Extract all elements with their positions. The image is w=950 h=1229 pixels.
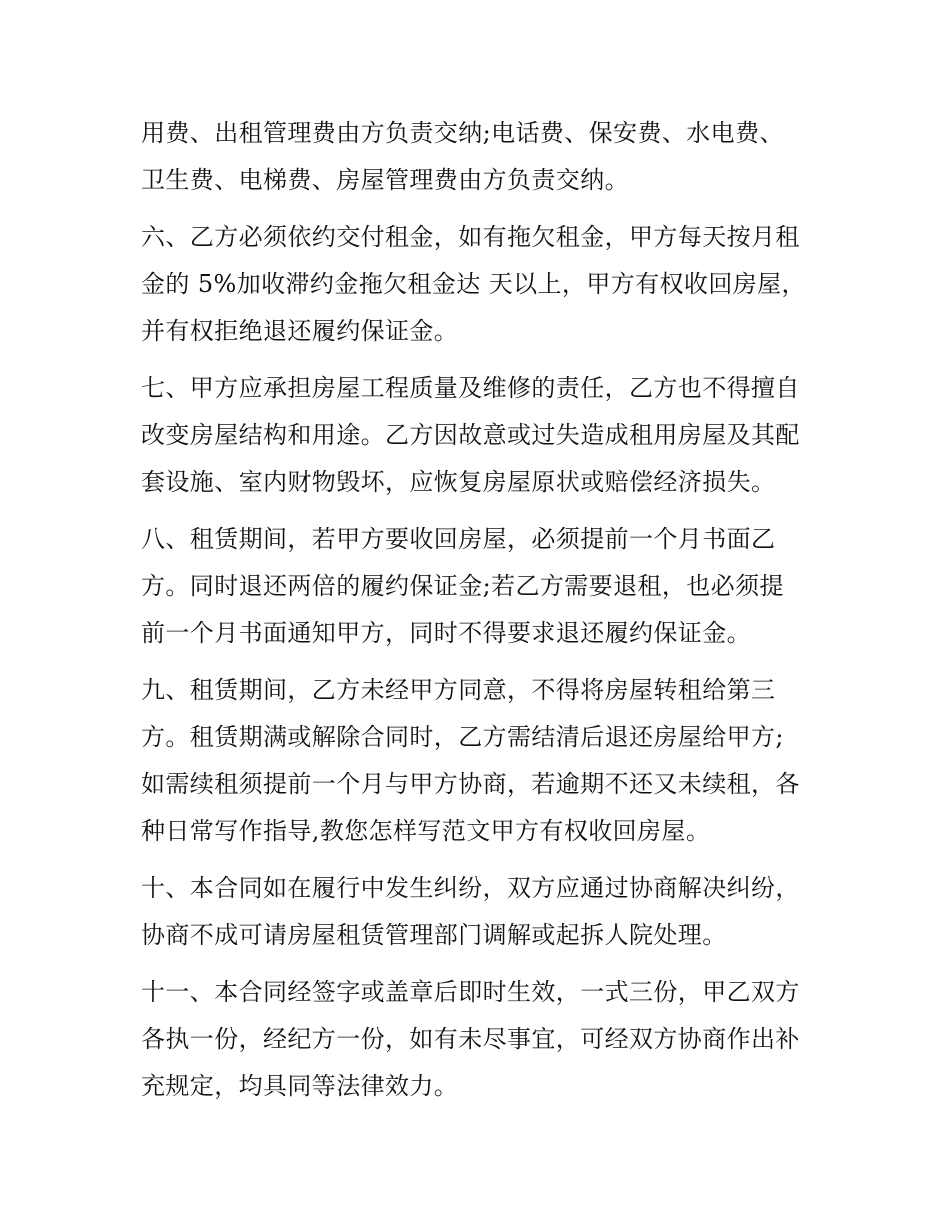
text-line: 方。同时退还两倍的履约保证金;若乙方需要退租，也必须提 [141,572,784,600]
paragraph-clause-7 [141,365,821,506]
paragraph-clause-10 [141,865,821,959]
paragraph-clause-9 [141,667,821,855]
text-line: 改变房屋结构和用途。乙方因故意或过失造成租用房屋及其配 [141,421,800,449]
paragraph-clause-11 [141,969,821,1110]
paragraph-clause-8 [141,516,821,657]
text-line: 种日常写作指导,教您怎样写范文甲方有权收回房屋。 [141,817,711,845]
text-line: 充规定，均具同等法律效力。 [141,1072,459,1100]
paragraph-clause-6 [141,214,821,355]
text-line: 如需续租须提前一个月与甲方协商，若逾期不还又未续租，各 [141,770,800,798]
text-line: 九、租赁期间，乙方未经甲方同意，不得将房屋转租给第三 [141,676,776,704]
text-line: 六、乙方必须依约交付租金，如有拖欠租金，甲方每天按月租 [141,223,800,251]
document-body [141,110,821,1110]
text-line: 十一、本合同经签字或盖章后即时生效，一式三份，甲乙双方 [141,978,800,1006]
paragraph-fees [141,110,821,204]
text-line: 用费、出租管理费由方负责交纳;电话费、保安费、水电费、 [141,119,784,147]
text-line: 七、甲方应承担房屋工程质量及维修的责任，乙方也不得擅自 [141,374,800,402]
text-line: 八、租赁期间，若甲方要收回房屋，必须提前一个月书面乙 [141,525,776,553]
text-line: 套设施、室内财物毁坏，应恢复房屋原状或赔偿经济损失。 [141,468,776,496]
text-line: 前一个月书面通知甲方，同时不得要求退还履约保证金。 [141,619,751,647]
text-line: 并有权拒绝退还履约保证金。 [141,317,459,345]
text-line: 各执一份，经纪方一份，如有未尽事宜，可经双方协商作出补 [141,1025,800,1053]
text-line: 协商不成可请房屋租赁管理部门调解或起拆人院处理。 [141,921,727,949]
text-line: 十、本合同如在履行中发生纠纷，双方应通过协商解决纠纷， [141,874,800,902]
text-line: 金的 5%加收滞约金拖欠租金达 天以上，甲方有权收回房屋， [141,270,806,298]
text-line: 卫生费、电梯费、房屋管理费由方负责交纳。 [141,166,629,194]
text-line: 方。租赁期满或解除合同时，乙方需结清后退还房屋给甲方; [141,723,784,751]
